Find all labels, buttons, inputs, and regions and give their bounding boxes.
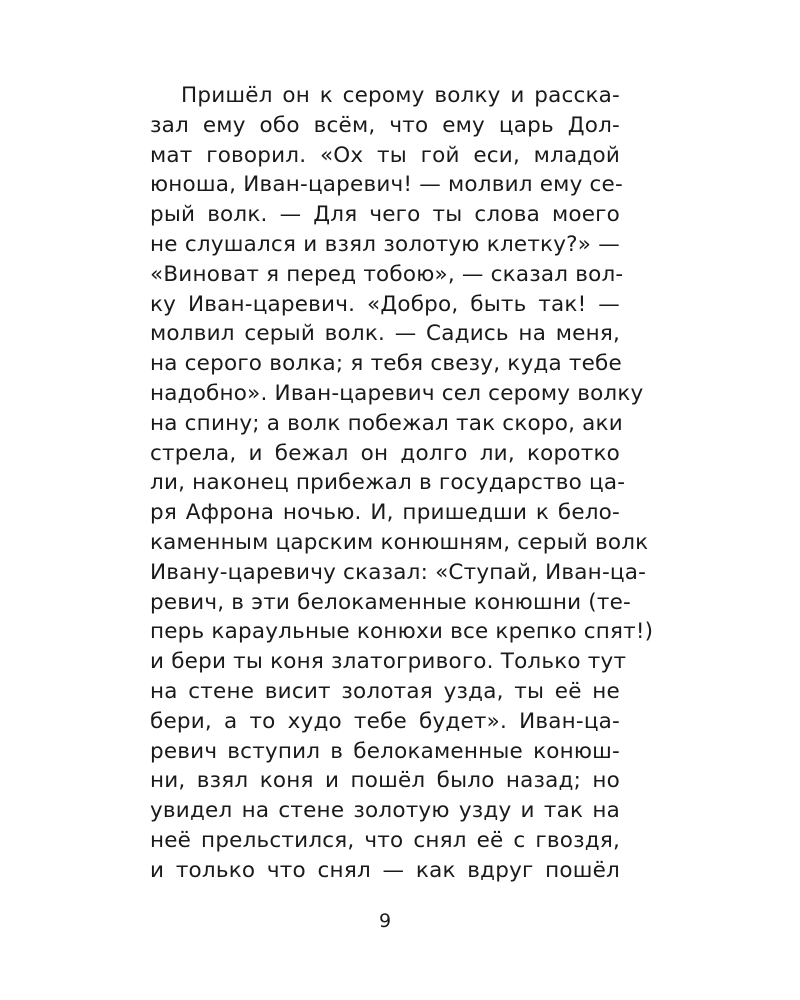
text-line: зал ему обо всём, что ему царь Дол-: [150, 112, 620, 138]
text-line: на серого волка; я тебя свезу, куда тебе: [150, 351, 622, 377]
text-line: неё прельстился, что снял её с гвоздя,: [150, 827, 620, 853]
text-line: перь караульные конюхи все крепко спят!): [150, 619, 654, 645]
text-line: увидел на стене золотую узду и так на: [150, 798, 620, 824]
text-line: юноша, Иван-царевич! — молвил ему се-: [150, 172, 623, 198]
text-line: не слушался и взял золотую клетку?» —: [150, 231, 620, 257]
text-line: бери, а то худо тебе будет». Иван-ца-: [150, 708, 620, 734]
text-line: ря Афрона ночью. И, пришедши к бело-: [150, 500, 620, 526]
text-line: ни, взял коня и пошёл было назад; но: [150, 768, 620, 794]
text-line: ревич, в эти белокаменные конюшни (те-: [150, 589, 631, 615]
text-line: ревич вступил в белокаменные конюш-: [150, 738, 620, 764]
text-line: рый волк. — Для чего ты слова моего: [150, 202, 620, 228]
text-line: Пришёл он к серому волку и расска-: [181, 83, 620, 108]
text-line: и только что снял — как вдруг пошёл: [150, 857, 620, 883]
text-line: каменным царским конюшням, серый волк: [150, 529, 649, 555]
text-line: на стене висит золотая узда, ты её не: [150, 678, 620, 704]
text-line: и бери ты коня златогривого. Только тут: [150, 649, 627, 675]
text-line: ку Иван-царевич. «Добро, быть так! —: [150, 291, 620, 317]
text-line: «Виноват я перед тобою», — сказал вол-: [150, 261, 624, 287]
page-number: 9: [378, 910, 392, 932]
text-line: на спину; а волк побежал так скоро, аки: [150, 410, 623, 436]
text-line: мат говорил. «Ох ты гой еси, младой: [150, 142, 620, 168]
text-line: Ивану-царевичу сказал: «Ступай, Иван-ца-: [150, 559, 647, 585]
text-line: стрела, и бежал он долго ли, коротко: [150, 440, 620, 466]
text-line: надобно». Иван-царевич сел серому волку: [150, 380, 644, 406]
body-text: [150, 81, 654, 886]
text-line: ли, наконец прибежал в государство ца-: [150, 470, 626, 496]
text-line: молвил серый волк. — Садись на меня,: [150, 321, 620, 347]
